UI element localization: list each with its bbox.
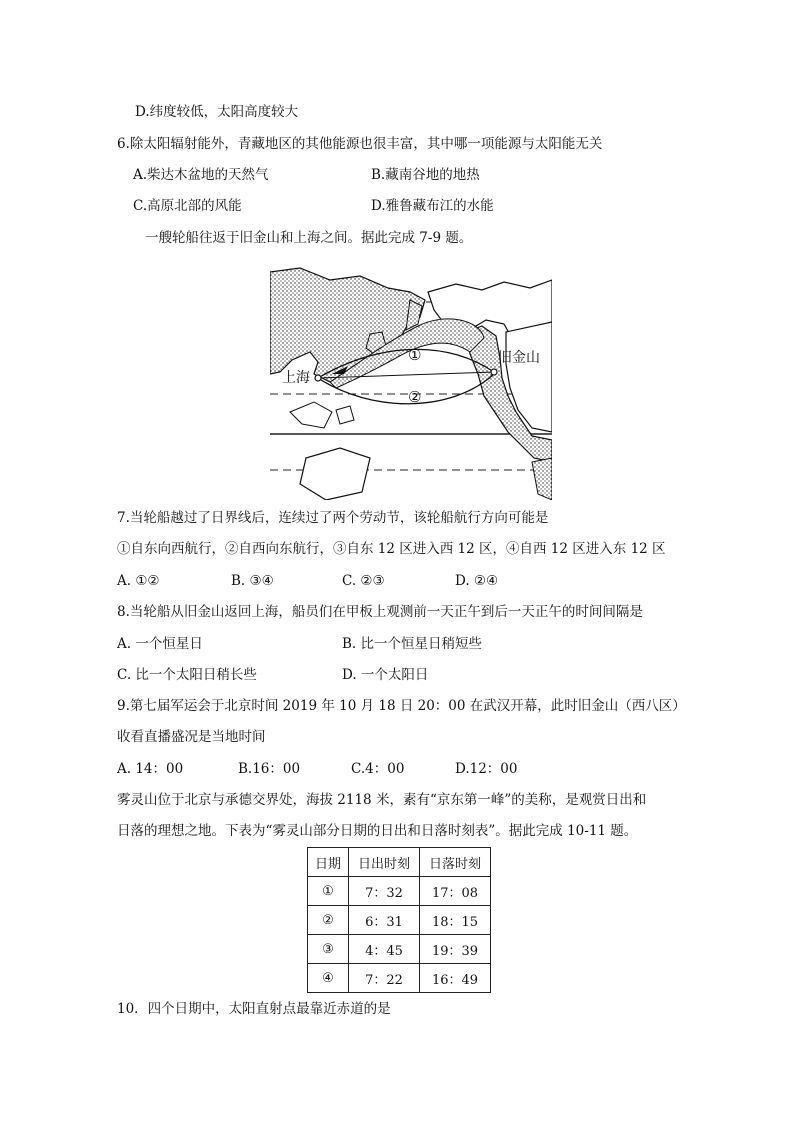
sunrise-sunset-table <box>307 847 491 993</box>
q7-stem: 7.当轮船越过了日界线后，连续过了两个劳动节，该轮船航行方向可能是 <box>117 510 549 526</box>
q8-option-a: A. 一个恒星日 <box>117 636 203 652</box>
q5-option-d: D.纬度较低，太阳高度较大 <box>135 104 299 120</box>
table-cell-sunset: 17：08 <box>420 877 491 906</box>
table-cell-sunset: 16：49 <box>420 964 491 993</box>
table-cell-sunrise: 6：31 <box>349 906 420 935</box>
q7-option-a: A. ①② <box>117 573 160 589</box>
q7-option-b: B. ③④ <box>231 573 274 589</box>
table-cell-sunrise: 7：22 <box>349 964 420 993</box>
table-cell-sunset: 18：15 <box>420 906 491 935</box>
table-cell-sunrise: 4：45 <box>349 935 420 964</box>
q9-stem-line1: 9.第七届军运会于北京时间 2019 年 10 月 18 日 20：00 在武汉开幕，此时旧金山（西八区） <box>117 698 686 714</box>
table-cell-sunrise: 7：32 <box>349 877 420 906</box>
table-row <box>308 964 491 993</box>
header-sunset: 日落时刻 <box>420 848 491 877</box>
q6-option-c: C.高原北部的风能 <box>133 198 242 214</box>
header-sunrise: 日出时刻 <box>349 848 420 877</box>
table-row <box>308 906 491 935</box>
q7-statements: ①自东向西航行，②自西向东航行，③自东 12 区进入西 12 区，④自西 12 区进入东 12 区 <box>117 541 666 557</box>
q9-option-c: C.4：00 <box>351 761 405 777</box>
label-route-1: ① <box>408 346 422 364</box>
table-cell-date: ① <box>308 877 349 906</box>
table-cell-date: ③ <box>308 935 349 964</box>
q8-option-c: C. 比一个太阳日稍长些 <box>117 667 257 683</box>
table-row <box>308 877 491 906</box>
q6-option-d: D.雅鲁藏布江的水能 <box>371 198 494 214</box>
q7-option-c: C. ②③ <box>342 573 385 589</box>
label-shanghai: 上海 <box>282 370 310 386</box>
table-cell-date: ② <box>308 906 349 935</box>
header-date: 日期 <box>308 848 349 877</box>
q8-option-d: D. 一个太阳日 <box>342 667 429 683</box>
table-cell-date: ④ <box>308 964 349 993</box>
q10-stem: 10．四个日期中，太阳直射点最靠近赤道的是 <box>117 1001 391 1017</box>
q9-option-d: D.12：00 <box>455 761 518 777</box>
label-route-2: ② <box>408 388 422 406</box>
table-row <box>308 935 491 964</box>
q8-option-b: B. 比一个恒星日稍短些 <box>342 636 483 652</box>
q7-option-d: D. ②④ <box>455 573 499 589</box>
q8-stem: 8.当轮船从旧金山返回上海，船员们在甲板上观测前一天正午到后一天正午的时间间隔是 <box>117 604 643 620</box>
intro-10-11-line1: 雾灵山位于北京与承德交界处，海拔 2118 米，素有“京东第一峰”的美称，是观赏日出和 <box>117 792 647 808</box>
q9-option-a: A. 14：00 <box>117 761 184 777</box>
shanghai-point <box>315 375 321 381</box>
intro-10-11-line2: 日落的理想之地。下表为“雾灵山部分日期的日出和日落时刻表”。据此完成 10-11 题。 <box>117 823 638 839</box>
label-san-francisco: 旧金山 <box>498 350 540 366</box>
q6-stem: 6.除太阳辐射能外，青藏地区的其他能源也很丰富，其中哪一项能源与太阳能无关 <box>117 136 603 152</box>
q6-option-a: A.柴达木盆地的天然气 <box>133 167 269 183</box>
table-cell-sunset: 19：39 <box>420 935 491 964</box>
intro-7-9: 一艘轮船往返于旧金山和上海之间。据此完成 7-9 题。 <box>145 230 473 246</box>
q6-option-b: B.藏南谷地的地热 <box>371 167 480 183</box>
san-francisco-point <box>491 369 497 375</box>
q9-option-b: B.16：00 <box>238 761 301 777</box>
q9-stem-line2: 收看直播盛况是当地时间 <box>117 729 266 745</box>
table-header-row <box>308 848 491 877</box>
pacific-route-map <box>270 262 552 500</box>
